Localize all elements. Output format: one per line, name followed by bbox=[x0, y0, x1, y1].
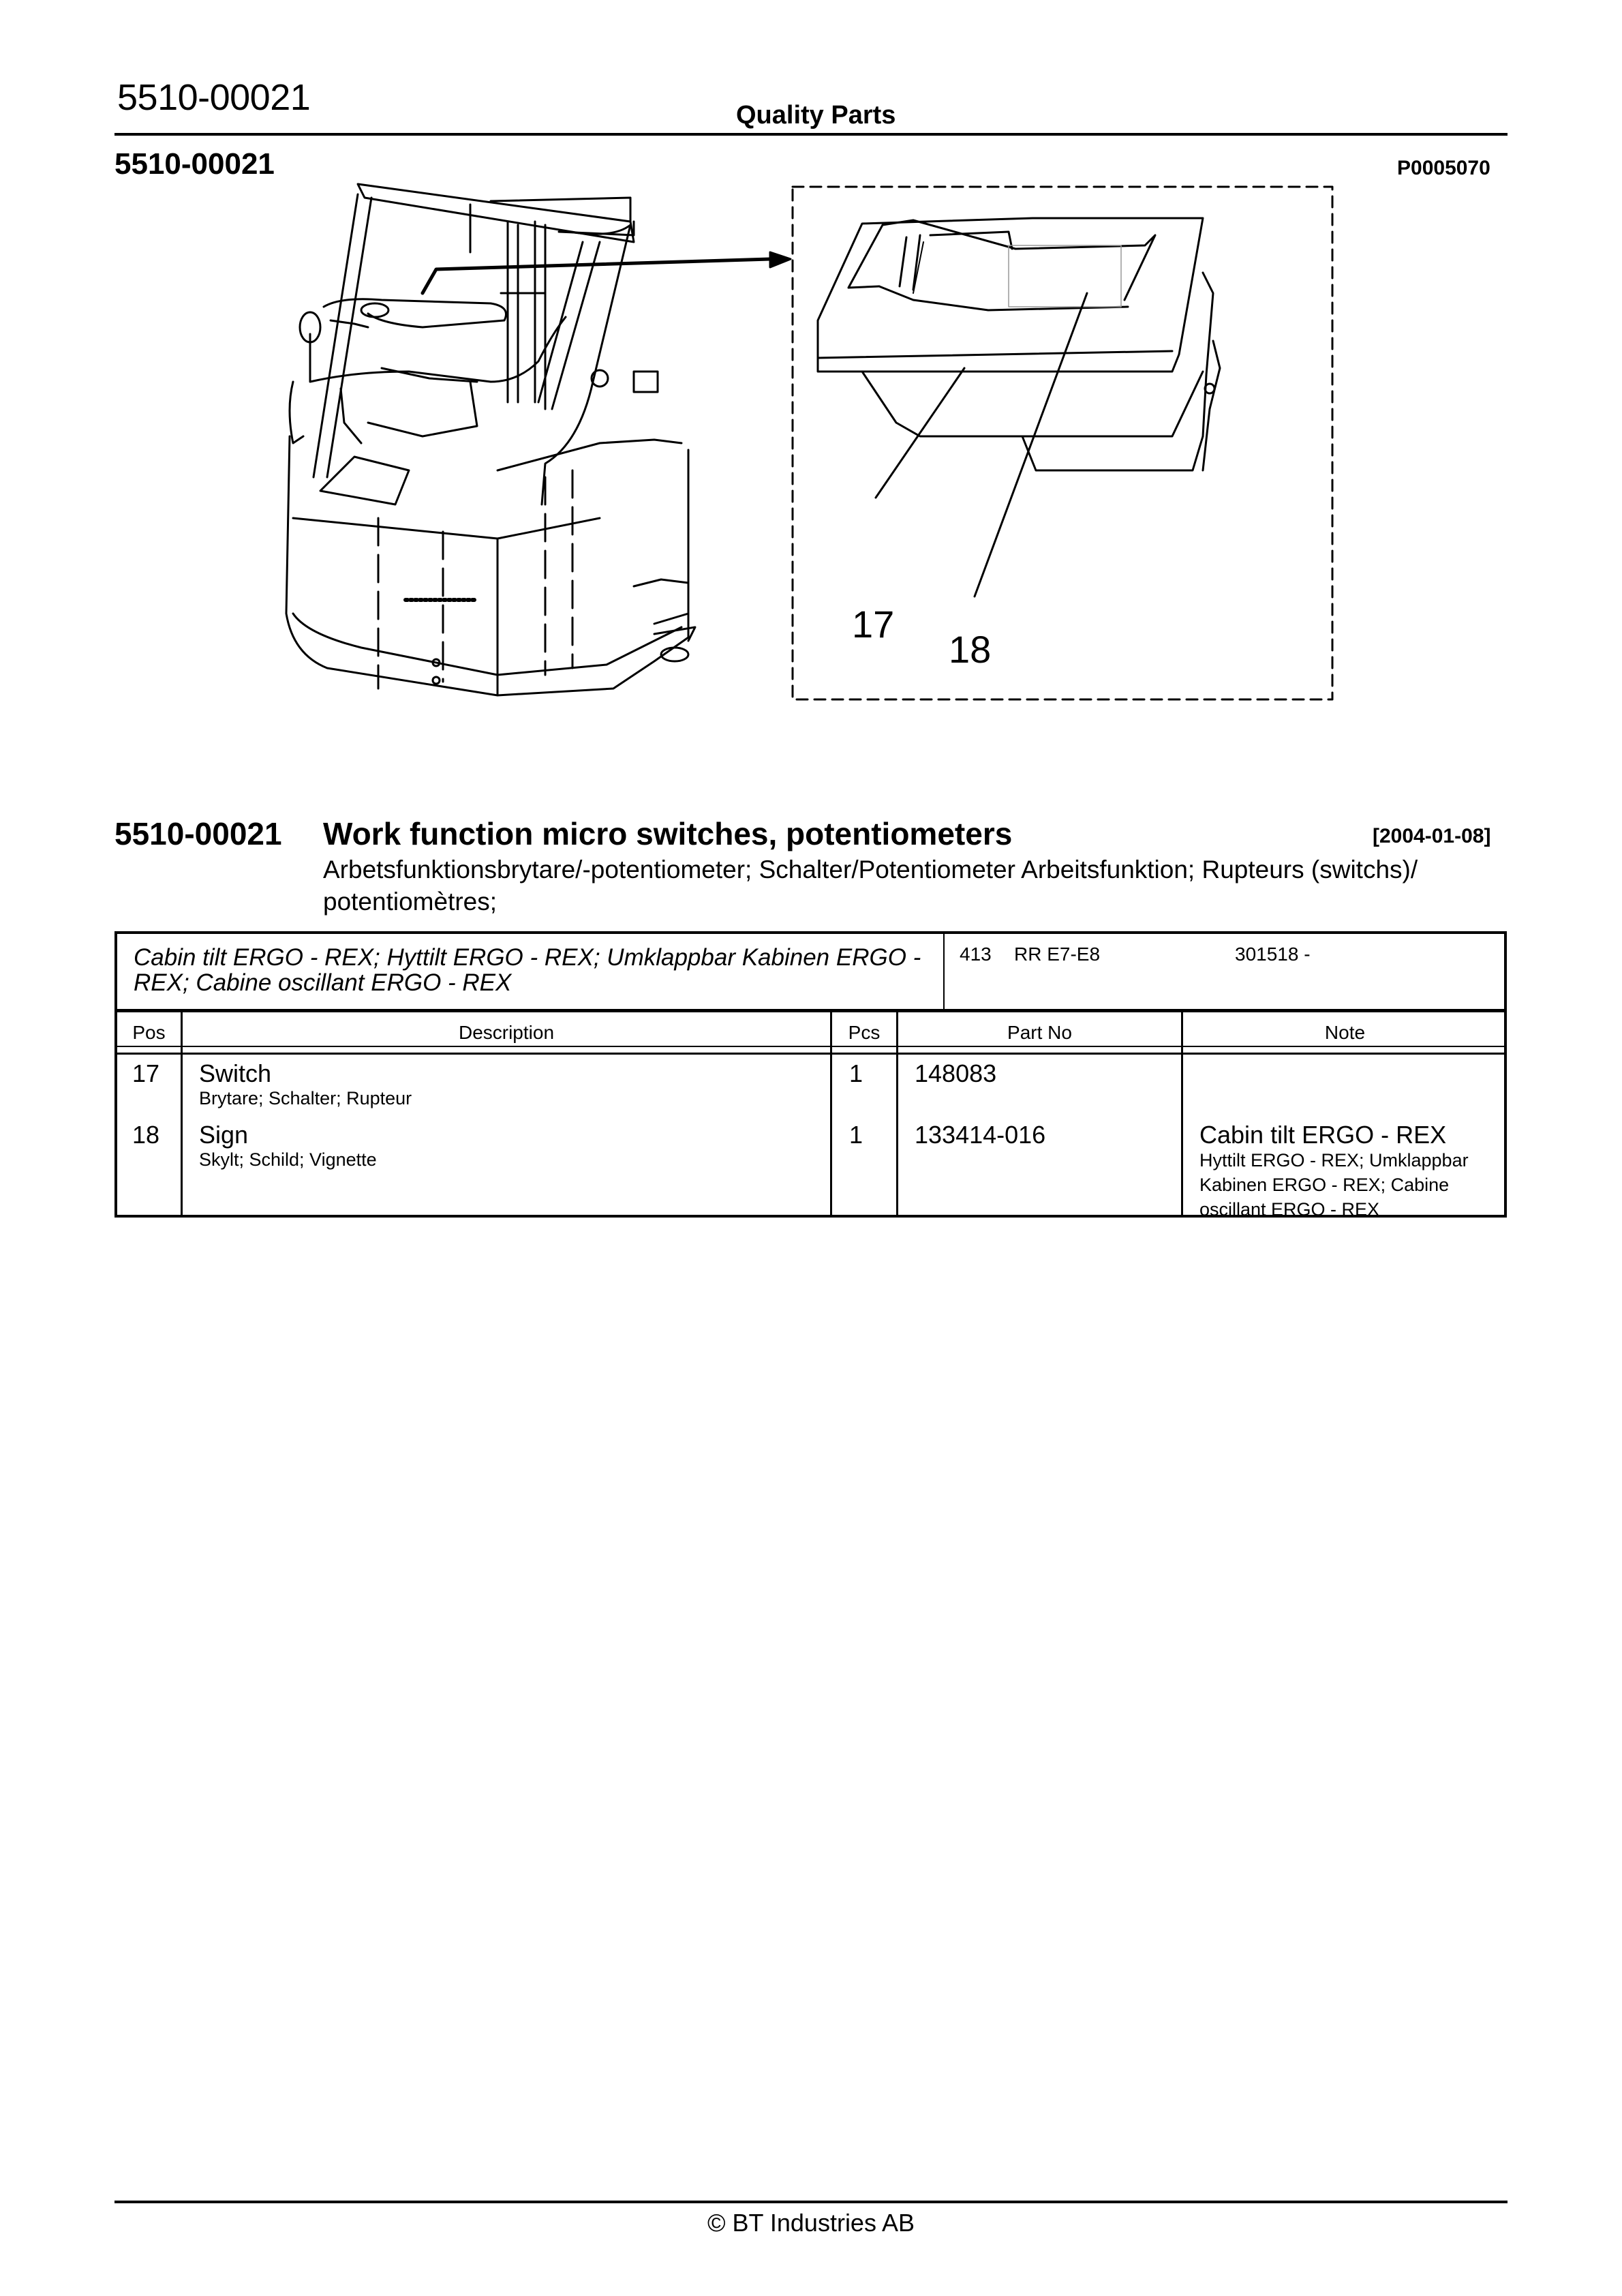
header-double-rule-top bbox=[117, 1046, 1504, 1047]
row-description-translations: Skylt; Schild; Vignette bbox=[199, 1149, 377, 1170]
header-double-rule-bottom bbox=[117, 1053, 1504, 1055]
model-applicability-row bbox=[117, 934, 1504, 1012]
illustration-id: P0005070 bbox=[1397, 157, 1490, 179]
forklift-exploded-illustration bbox=[273, 177, 1349, 791]
column-header-note: Note bbox=[1324, 1022, 1366, 1043]
row-note-translations: Hyttilt ERGO - REX; Umklappbar Kabinen ERGO - REX; Cabine oscillant ERGO - REX bbox=[1199, 1150, 1469, 1220]
row-pcs: 1 bbox=[849, 1121, 863, 1149]
section-code: 5510-00021 bbox=[114, 147, 275, 181]
column-header-part-no: Part No bbox=[1007, 1022, 1072, 1043]
callout-17: 17 bbox=[852, 603, 895, 646]
section-title-code: 5510-00021 bbox=[114, 816, 282, 851]
column-header-pcs: Pcs bbox=[848, 1022, 881, 1043]
model-code: 413 bbox=[960, 943, 992, 965]
row-pcs: 1 bbox=[849, 1059, 863, 1087]
section-title-translations: Arbetsfunktionsbrytare/-potentiometer; Schalter/Potentiometer Arbeitsfunktion; Rupteurs (switchs)/ potentiomètres; bbox=[323, 856, 1418, 916]
column-header-description: Description bbox=[458, 1022, 555, 1043]
model-serial-range: 301518 - bbox=[1235, 943, 1311, 965]
row-pos: 18 bbox=[132, 1121, 160, 1149]
row-description: Switch bbox=[199, 1059, 272, 1087]
column-divider bbox=[830, 1012, 832, 1215]
row-description-translations: Brytare; Schalter; Rupteur bbox=[199, 1088, 412, 1108]
row-part-no[interactable]: 133414-016 bbox=[915, 1121, 1046, 1149]
row-note: Cabin tilt ERGO - REX bbox=[1199, 1121, 1447, 1149]
document-number: 5510-00021 bbox=[117, 77, 311, 118]
model-series: RR E7-E8 bbox=[1014, 943, 1101, 965]
table-header-row bbox=[117, 1012, 1504, 1048]
section-date: [2004-01-08] bbox=[1373, 825, 1491, 847]
parts-table bbox=[114, 931, 1507, 1218]
row-pos: 17 bbox=[132, 1059, 160, 1087]
column-divider bbox=[1181, 1012, 1183, 1215]
model-description: Cabin tilt ERGO - REX; Hyttilt ERGO - REX; Umklappbar Kabinen ERGO - REX; Cabine oscillant ERGO - REX bbox=[134, 944, 921, 996]
row-part-no[interactable]: 148083 bbox=[915, 1059, 997, 1087]
column-divider bbox=[181, 1012, 183, 1215]
header-divider bbox=[114, 133, 1508, 136]
copyright: © BT Industries AB bbox=[707, 2209, 915, 2237]
section-title: Work function micro switches, potentiometers bbox=[323, 816, 1013, 851]
column-divider bbox=[896, 1012, 898, 1215]
header-title: Quality Parts bbox=[736, 101, 896, 130]
forklift-drawing bbox=[286, 184, 791, 695]
model-divider bbox=[943, 934, 945, 1009]
row-description: Sign bbox=[199, 1121, 249, 1149]
column-header-pos: Pos bbox=[132, 1022, 166, 1043]
callout-18: 18 bbox=[949, 628, 992, 671]
footer-divider bbox=[114, 2201, 1508, 2203]
